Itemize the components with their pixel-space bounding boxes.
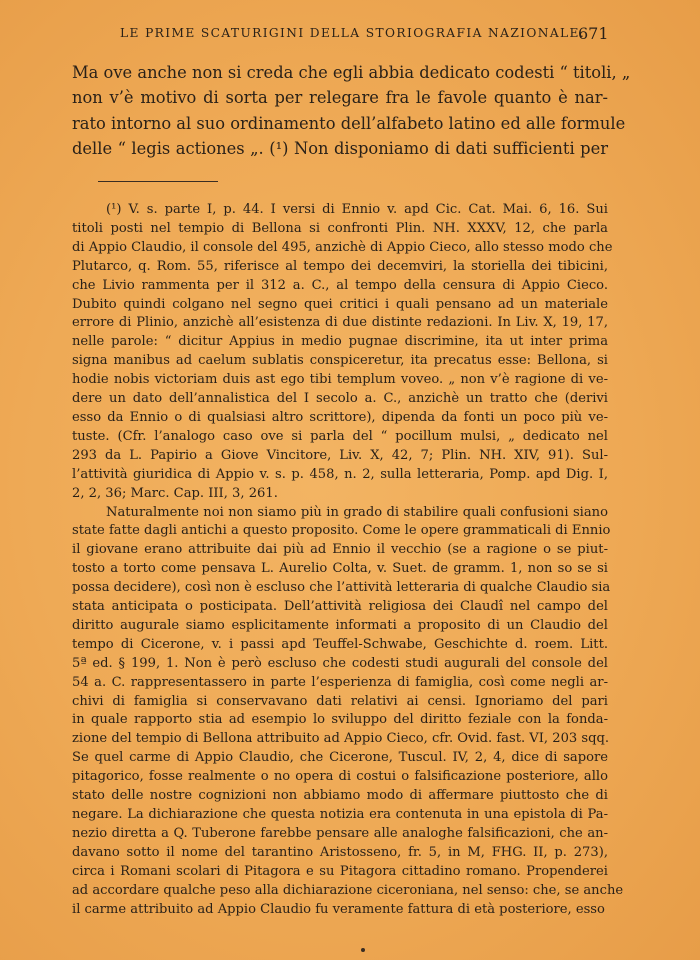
main-text xyxy=(72,60,631,162)
page-number: 671 xyxy=(578,24,609,43)
footnote-line: il carme attribuito ad Appio Claudio fu veramente fattura di età posteriore, esso xyxy=(72,901,605,917)
footnote-line: nezio diretta a Q. Tuberone farebbe pensare alle analoghe falsificazioni, che an- xyxy=(72,825,608,841)
footnote-line: tuste. (Cfr. l’analogo caso ove si parla del “ pocillum mulsi, „ dedicato nel xyxy=(72,428,608,444)
footnote-line: stato delle nostre cognizioni non abbiamo modo di affermare piuttosto che di xyxy=(72,788,608,804)
footnote-line: 293 da L. Papirio a Giove Vincitore, Liv. X, 42, 7; Plin. NH. XIV, 91). Sul- xyxy=(72,447,608,463)
footnote-text xyxy=(72,201,624,919)
footnote-line: hodie nobis victoriam duis ast ego tibi templum voveo. „ non v’è ragione di ve- xyxy=(72,372,608,388)
footnote-line: tempo di Cicerone, v. i passi apd Teuffel-Schwabe, Geschichte d. roem. Litt. xyxy=(72,636,608,652)
footnote-line: circa i Romani scolari di Pitagora e su Pitagora cittadino romano. Propenderei xyxy=(72,863,608,879)
footnote-line: signa manibus ad caelum sublatis conspiceretur, ita precatus esse: Bellona, si xyxy=(72,353,608,369)
footnote-line: 5ª ed. § 199, 1. Non è però escluso che codesti studi augurali del console del xyxy=(72,655,608,671)
footnote-line: tosto a torto come pensava L. Aurelio Colta, v. Suet. de gramm. 1, non so se si xyxy=(72,561,608,577)
footnote-line: chivi di famiglia si conservavano dati relativi ai censi. Ignoriamo del pari xyxy=(72,693,608,709)
footnote-line: Naturalmente noi non siamo più in grado di stabilire quali confusioni siano xyxy=(106,504,608,520)
footnote-line: possa decidere), così non è escluso che l’attività letteraria di qualche Claudio sia xyxy=(72,580,611,596)
footnote-line: 2, 2, 36; Marc. Cap. III, 3, 261. xyxy=(72,485,278,501)
footnote-line: state fatte dagli antichi a questo proposito. Come le opere grammaticali di Ennio xyxy=(72,523,611,539)
footnote-line: esso da Ennio o di qualsiasi altro scrittore), dipenda da fonti un poco più ve- xyxy=(72,409,608,425)
footnote-separator xyxy=(98,181,218,182)
footnote-line: pitagorico, fosse realmente o no opera di costui o falsificazione posteriore, allo xyxy=(72,769,608,785)
footnote-line: 54 a. C. rappresentassero in parte l’esperienza di famiglia, così come negli ar- xyxy=(72,674,608,690)
printer-mark xyxy=(361,948,365,952)
footnote-line: Plutarco, q. Rom. 55, riferisce al tempo dei decemviri, la storiella dei tibicini, xyxy=(72,258,608,274)
footnote-line: di Appio Claudio, il console del 495, anzichè di Appio Cieco, allo stesso modo che xyxy=(72,239,613,255)
footnote-line: nelle parole: “ dicitur Appius in medio pugnae discrimine, ita ut inter prima xyxy=(72,334,608,350)
footnote-line: zione del tempio di Bellona attribuito ad Appio Cieco, cfr. Ovid. fast. VI, 203 sqq. xyxy=(72,731,610,747)
footnote-line: l’attività giuridica di Appio v. s. p. 458, n. 2, sulla letteraria, Pomp. apd Dig. I, xyxy=(72,466,608,482)
main-line: non v’è motivo di sorta per relegare fra le favole quanto è nar- xyxy=(72,88,608,108)
footnote-line: (¹) V. s. parte I, p. 44. I versi di Ennio v. apd Cic. Cat. Mai. 6, 16. Sui xyxy=(106,202,608,217)
footnote-line: in quale rapporto stia ad esempio lo sviluppo del diritto feziale con la fonda- xyxy=(72,712,608,728)
footnote-line: che Livio rammenta per il 312 a. C., al tempo della censura di Appio Cieco. xyxy=(72,277,608,293)
footnote-line: Se quel carme di Appio Claudio, che Cicerone, Tuscul. IV, 2, 4, dice di sapore xyxy=(72,750,608,766)
running-title: LE PRIME SCATURIGINI DELLA STORIOGRAFIA NAZIONALE. xyxy=(120,26,586,40)
main-line: rato intorno al suo ordinamento dell’alfabeto latino ed alle formule xyxy=(72,113,626,133)
footnote-line: stata anticipata o posticipata. Dell’attività religiosa dei Claudî nel campo del xyxy=(72,599,608,615)
footnote-line: ad accordare qualche peso alla dichiarazione ciceroniana, nel senso: che, se anche xyxy=(72,882,624,898)
footnote-line: davano sotto il nome del tarantino Aristosseno, fr. 5, in M, FHG. II, p. 273), xyxy=(72,844,608,860)
footnote-line: Dubito quindi colgano nel segno quei critici i quali pensano ad un materiale xyxy=(72,296,608,312)
footnote-line: il giovane erano attribuite dai più ad Ennio il vecchio (se a ragione o se piut- xyxy=(72,542,608,558)
footnote-line: titoli posti nel tempio di Bellona si confronti Plin. NH. XXXV, 12, che parla xyxy=(72,220,608,236)
footnote-line: diritto augurale siamo esplicitamente informati a proposito di un Claudio del xyxy=(72,617,608,633)
main-line: Ma ove anche non si creda che egli abbia dedicato codesti “ titoli, „ xyxy=(72,63,631,82)
footnote-line: errore di Plinio, anzichè all’esistenza di due distinte redazioni. In Liv. X, 19, 17, xyxy=(72,315,608,331)
main-line: delle “ legis actiones „. (¹) Non disponiamo di dati sufficienti per xyxy=(72,139,608,159)
footnote-line: dere un dato dell’annalistica del I secolo a. C., anzichè un tratto che (derivi xyxy=(72,391,608,407)
footnote-line: negare. La dichiarazione che questa notizia era contenuta in una epistola di Pa- xyxy=(72,807,608,822)
